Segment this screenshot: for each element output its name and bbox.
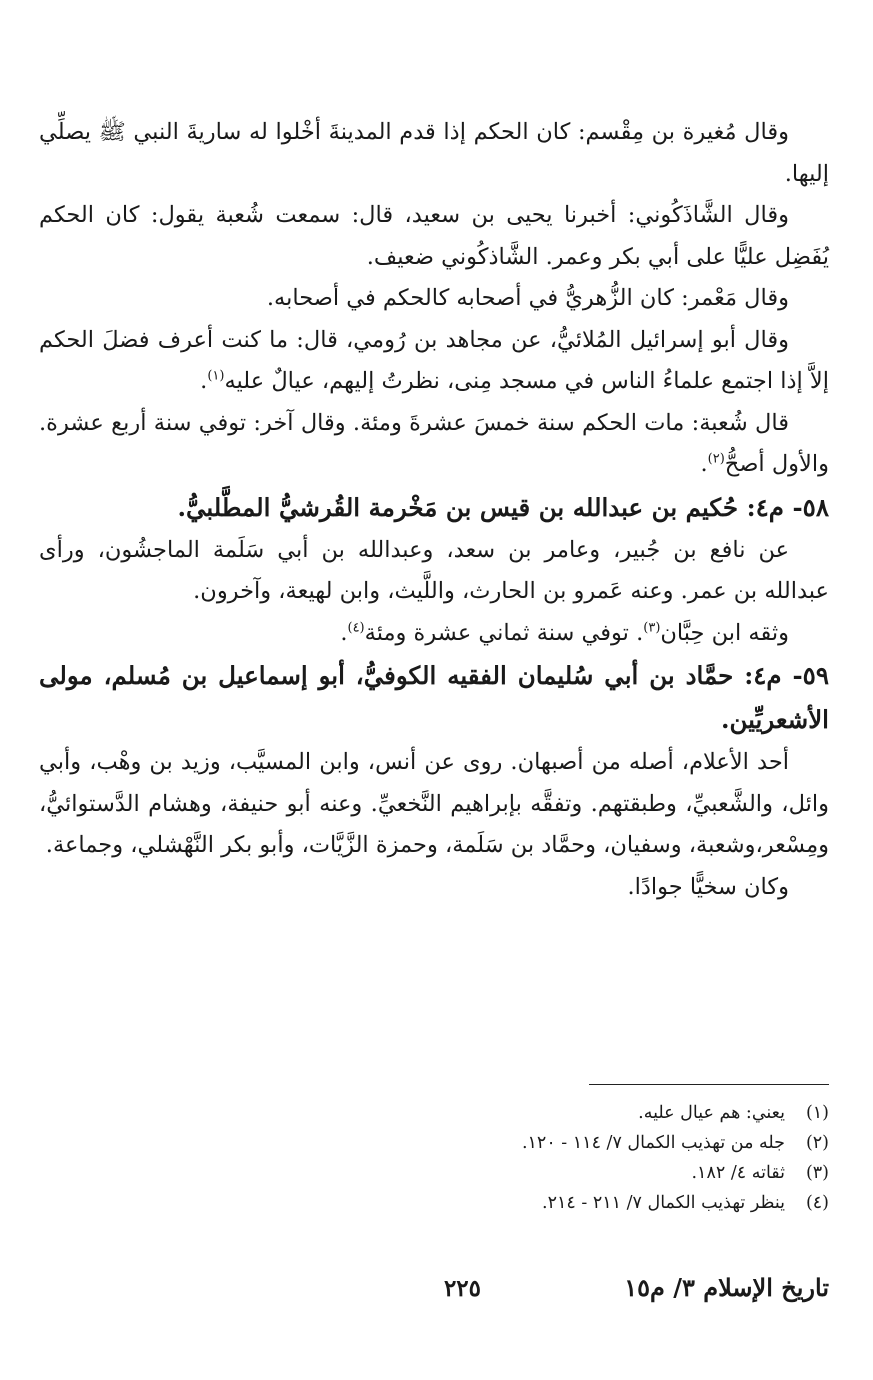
footnote-ref-1[interactable]: (١): [207, 368, 225, 384]
footnote-4: [39, 1188, 829, 1218]
paragraph-mughira: وقال مُغيرة بن مِقْسم: كان الحكم إذا قدم المدينةَ أخْلوا له ساريةَ النبي ﷺ يصلِّي إليها.: [39, 119, 829, 187]
paragraph-hammad-narrators: أحد الأعلام، أصله من أصبهان. روى عن أنس، وابن المسيَّب، وزيد بن وهْب، وأبي وائل، والشَّعبيِّ، وطبقتهم. وتفقَّه بإبراهيم النَّخعيِّ. وعنه أبو حنيفة، وهشام الدَّستوائيُّ، ومِسْعر،وشعبة، وسفيان، وحمَّاد بن سَلَمة، وحمزة الزَّيَّات، وأبو بكر النَّهْشلي، وجماعة.: [39, 749, 829, 858]
footnote-number: (٣): [805, 1163, 829, 1183]
footnote-number: (٤): [805, 1193, 829, 1213]
footnote-ref-2[interactable]: (٢): [707, 451, 725, 467]
paragraph-shadhakuni: وقال الشَّاذَكُوني: أخبرنا يحيى بن سعيد، قال: سمعت شُعبة يقول: كان الحكم يُفَضِل عليًّا على أبي بكر وعمر. الشَّاذكُوني ضعيف.: [39, 202, 829, 270]
footnote-text: ينظر تهذيب الكمال ٧/ ٢١١ - ٢١٤.: [542, 1193, 785, 1213]
footnote-ref-3[interactable]: (٣): [643, 620, 661, 635]
footnote-ref-4[interactable]: (٤): [347, 620, 365, 635]
footnote-number: (١): [805, 1103, 829, 1123]
footnote-number: (٢): [805, 1133, 829, 1153]
entry-heading-59: ٥٩- م٤: حمَّاد بن أبي سُليمان الفقيه الكوفيُّ، أبو إسماعيل بن مُسلم، مولى الأشعريِّين.: [39, 661, 829, 734]
footnotes: [39, 1098, 829, 1218]
footnote-2: [39, 1128, 829, 1158]
footnote-text: جله من تهذيب الكمال ٧/ ١١٤ - ١٢٠.: [521, 1133, 785, 1153]
paragraph-death-date: قال شُعبة: مات الحكم سنة خمسَ عشرةَ ومئة. وقال آخر: توفي سنة أربع عشرة. والأول أصحُّ$^{(٢)}$.: [39, 409, 829, 477]
paragraph-abu-israil: وقال أبو إسرائيل المُلائيُّ، عن مجاهد بن رُومي، قال: ما كنت أعرف فضلَ الحكم إلاَّ إذا اجتمع علماءُ الناس في مسجد مِنى، نظرتُ إليهم، عيالٌ عليه$^{(١)}$.: [39, 326, 829, 394]
book-signature: تاريخ الإسلام ٣/ م١٥: [624, 1273, 829, 1302]
footnote-text: ثقاته ٤/ ١٨٢.: [691, 1163, 785, 1183]
page-footer: [39, 1273, 829, 1313]
footnote-3: [39, 1158, 829, 1188]
main-text: [39, 112, 829, 908]
page-number: ٢٢٥: [443, 1275, 481, 1302]
paragraph-mamar: وقال مَعْمر: كان الزُّهريُّ في أصحابه كالحكم في أصحابه.: [266, 285, 789, 311]
paragraph-hukaym-narrators: عن نافع بن جُبير، وعامر بن سعد، وعبدالله بن أبي سَلَمة الماجشُون، ورأى عبدالله بن عمر. وعنه عَمرو بن الحارث، واللَّيث، وابن لهيعة، وآخرون.: [39, 536, 829, 604]
footnote-text: يعني: هم عيال عليه.: [638, 1103, 785, 1123]
paragraph-hammad-generous: وكان سخيًّا جوادًا.: [627, 873, 789, 900]
footnote-divider: [589, 1084, 829, 1085]
entry-heading-58: ٥٨- م٤: حُكيم بن عبدالله بن قيس بن مَخْرمة القُرشيُّ المطَّلبيُّ.: [177, 492, 829, 522]
paragraph-hukaym-death: وثقه ابن حِبَّان$^{(٣)}$. توفي سنة ثماني عشرة ومئة$^{(٤)}$.: [340, 619, 789, 646]
footnote-1: [39, 1098, 829, 1128]
